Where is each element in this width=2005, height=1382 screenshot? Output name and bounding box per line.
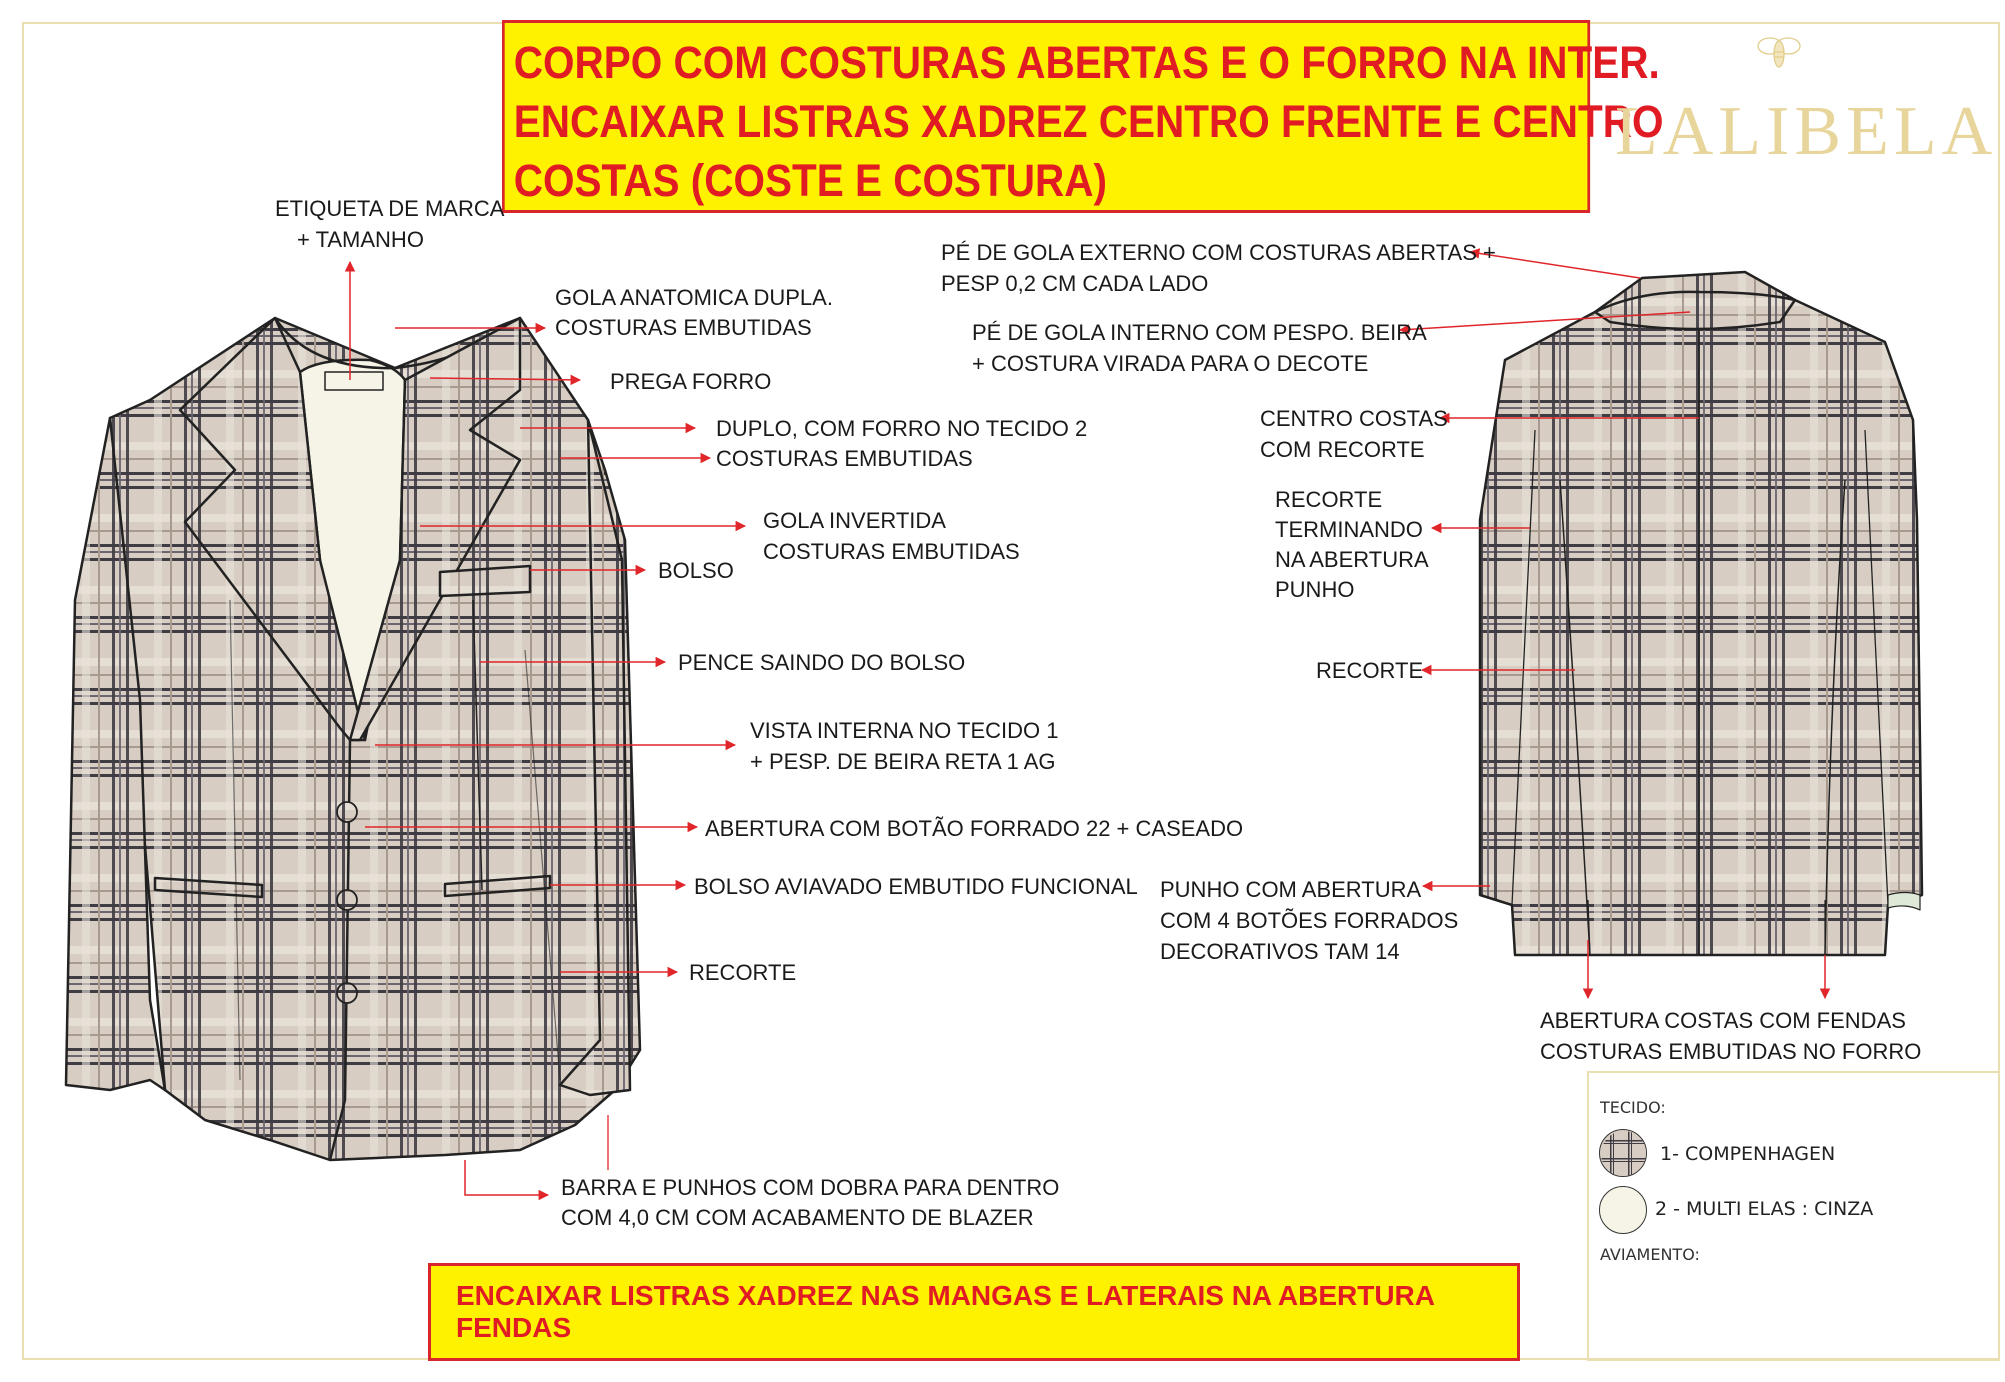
legend-item-2: 2 - MULTI ELAS : CINZA [1655,1198,1874,1220]
label-pe-gola-externo-line-2: PESP 0,2 CM CADA LADO [941,271,1209,296]
label-recorte-terminando-line-4: PUNHO [1275,577,1355,602]
label-etiqueta-line-1: ETIQUETA DE MARCA [275,196,505,221]
label-gola-invertida-line-2: COSTURAS EMBUTIDAS [763,539,1020,564]
label-pe-gola-interno-line-1: PÉ DE GOLA INTERNO COM PESPO. BEIRA [972,320,1427,345]
top-banner-line-2: ENCAIXAR LISTRAS XADREZ CENTRO FRENTE E CENTRO [513,96,1664,147]
label-fendas-line-2: COSTURAS EMBUTIDAS NO FORRO [1540,1039,1922,1064]
label-barra-line-1: BARRA E PUNHOS COM DOBRA PARA DENTRO [561,1175,1060,1200]
swatch-compenhagen [1599,1129,1647,1177]
label-punho-line-3: DECORATIVOS TAM 14 [1160,939,1400,964]
label-bolso-aviavado: BOLSO AVIAVADO EMBUTIDO FUNCIONAL [694,874,1138,899]
label-pe-gola-interno-line-2: + COSTURA VIRADA PARA O DECOTE [972,351,1369,376]
label-recorte-terminando-line-1: RECORTE [1275,487,1383,512]
label-centro-costas-line-2: COM RECORTE [1260,437,1425,462]
label-recorte-terminando-line-3: NA ABERTURA [1275,547,1429,572]
top-banner-line-3: COSTAS (COSTE E COSTURA) [513,155,1107,206]
swatch-multi-elas [1599,1186,1647,1234]
label-recorte-terminando-line-2: TERMINANDO [1275,517,1423,542]
label-recorte-back: RECORTE [1316,658,1424,683]
label-barra-line-2: COM 4,0 CM COM ACABAMENTO DE BLAZER [561,1205,1034,1230]
label-gola-invertida-line-1: GOLA INVERTIDA [763,508,946,533]
top-banner [502,20,1664,213]
top-banner-line-1: CORPO COM COSTURAS ABERTAS E O FORRO NA INTER. [513,37,1660,88]
label-bolso: BOLSO [658,558,734,583]
label-gola-anatomica-line-1: GOLA ANATOMICA DUPLA. [555,285,833,310]
legend-tecido-title: TECIDO: [1600,1098,1666,1117]
label-prega-forro: PREGA FORRO [610,369,772,394]
label-vista-line-1: VISTA INTERNA NO TECIDO 1 [750,718,1059,743]
label-duplo-line-1: DUPLO, COM FORRO NO TECIDO 2 [716,416,1088,441]
label-punho-line-2: COM 4 BOTÕES FORRADOS [1160,908,1459,933]
legend-item-1: 1- COMPENHAGEN [1660,1143,1836,1165]
label-duplo-line-2: COSTURAS EMBUTIDAS [716,446,973,471]
label-punho-line-1: PUNHO COM ABERTURA [1160,877,1422,902]
label-pence: PENCE SAINDO DO BOLSO [678,650,966,675]
bottom-banner-text: ENCAIXAR LISTRAS XADREZ NAS MANGAS E LATERAIS NA ABERTURA FENDAS [456,1280,1434,1343]
legend-aviamento-title: AVIAMENTO: [1600,1245,1700,1264]
label-fendas-line-1: ABERTURA COSTAS COM FENDAS [1540,1008,1906,1033]
back-jacket [1480,272,1922,955]
label-vista-line-2: + PESP. DE BEIRA RETA 1 AG [750,749,1056,774]
bottom-banner [428,1263,1520,1361]
label-etiqueta-line-2: + TAMANHO [297,227,424,252]
label-gola-anatomica-line-2: COSTURAS EMBUTIDAS [555,315,812,340]
label-abertura: ABERTURA COM BOTÃO FORRADO 22 + CASEADO [705,816,1244,841]
front-jacket [66,318,640,1160]
legend-box [1587,1071,2000,1361]
brand-logo: LALIBELA [1615,93,1998,170]
label-recorte-front: RECORTE [689,960,797,985]
label-centro-costas-line-1: CENTRO COSTAS [1260,406,1448,431]
bee-icon [1756,32,1802,72]
label-pe-gola-externo-line-1: PÉ DE GOLA EXTERNO COM COSTURAS ABERTAS + [941,240,1496,265]
